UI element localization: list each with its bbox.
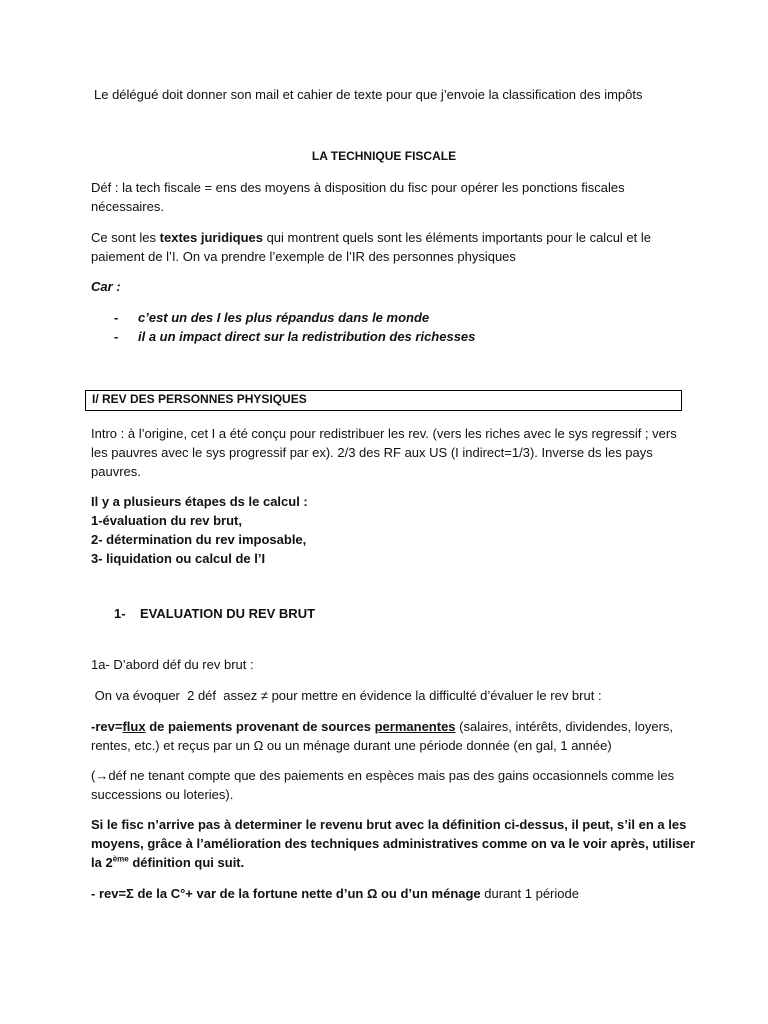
evoquer-line: On va évoquer 2 déf assez ≠ pour mettre en évidence la difficulté d’évaluer le rev brut : xyxy=(91,688,602,703)
rev-def-p1: -rev= xyxy=(91,719,123,734)
step-item: 1-évaluation du rev brut, xyxy=(91,513,242,528)
bullet-dash: - xyxy=(114,329,119,344)
ce-sont-line-2: paiement de l’I. On va prendre l’exemple de l’IR des personnes physiques xyxy=(91,249,516,264)
rev-def2-normal: durant 1 période xyxy=(480,886,579,901)
bullet-item xyxy=(114,327,475,346)
ce-sont-pre: Ce sont les xyxy=(91,230,160,245)
ce-sont-line-1 xyxy=(91,228,651,247)
arrow-note-line-2: successions ou loteries). xyxy=(91,787,234,802)
step-item: 2- détermination du rev imposable, xyxy=(91,532,307,547)
car-label: Car : xyxy=(91,279,121,294)
bold-paragraph-line-1: Si le fisc n’arrive pas à determiner le revenu brut avec la définition ci-dessus, il peut, s’il en a les xyxy=(91,817,687,832)
rev-def-flux: flux xyxy=(122,719,146,734)
step-item: 3- liquidation ou calcul de l’I xyxy=(91,551,266,566)
bullet-dash: - xyxy=(114,310,119,325)
ce-sont-bold: textes juridiques xyxy=(159,230,263,245)
bullet-text: il a un impact direct sur la redistribution des richesses xyxy=(138,329,476,344)
bold-paragraph-line-2: moyens, grâce à l’amélioration des techniques administratives comme on va le voir après, utiliser xyxy=(91,836,696,851)
rev-definition-2 xyxy=(91,884,579,903)
steps-heading: Il y a plusieurs étapes ds le calcul : xyxy=(91,494,308,509)
intro-paragraph-line-2: les pauvres avec le sys progressif par ex). 2/3 des RF aux US (I indirect=1/3). Inverse ds les pays xyxy=(91,445,653,460)
intro-paragraph-line-3: pauvres. xyxy=(91,464,141,479)
ce-sont-post: qui montrent quels sont les éléments importants pour le calcul et le xyxy=(262,230,652,245)
sub-heading: 1- EVALUATION DU REV BRUT xyxy=(114,606,316,621)
page-title: LA TECHNIQUE FISCALE xyxy=(311,149,457,163)
rev-definition-line-1 xyxy=(91,717,673,736)
sub-1a: 1a- D’abord déf du rev brut : xyxy=(91,657,254,672)
rev-definition-line-2: rentes, etc.) et reçus par un Ω ou un ménage durant une période donnée (en gal, 1 année) xyxy=(91,738,612,753)
bullet-item xyxy=(114,308,429,327)
arrow-note-line-1: (→déf ne tenant compte que des paiements en espèces mais pas des gains occasionnels comme les xyxy=(91,768,675,783)
section-heading-box xyxy=(85,390,682,411)
definition-line-1: Déf : la tech fiscale = ens des moyens à disposition du fisc pour opérer les ponctions fiscales xyxy=(91,180,625,195)
bullet-text: c’est un des I les plus répandus dans le monde xyxy=(138,310,430,325)
rev-def-p2: de paiements provenant de sources xyxy=(145,719,375,734)
rev-def2-bold: - rev=Σ de la C°+ var de la fortune nette d’un Ω ou d’un ménage xyxy=(91,886,481,901)
bold-para-post: définition qui suit. xyxy=(128,855,245,870)
intro-paragraph-line-1: Intro : à l’origine, cet I a été conçu pour redistribuer les rev. (vers les riches avec le sys regressif ; vers xyxy=(91,426,677,441)
bold-paragraph-line-3 xyxy=(91,853,244,872)
bold-para-sup: ème xyxy=(112,854,129,864)
section-heading: I/ REV DES PERSONNES PHYSIQUES xyxy=(92,392,307,406)
definition-line-2: nécessaires. xyxy=(91,199,164,214)
bold-para-pre: la 2 xyxy=(91,855,113,870)
rev-def-p3: (salaires, intérêts, dividendes, loyers, xyxy=(455,719,674,734)
intro-line: Le délégué doit donner son mail et cahier de texte pour que j’envoie la classification des impôts xyxy=(94,87,643,102)
rev-def-perm: permanentes xyxy=(374,719,456,734)
